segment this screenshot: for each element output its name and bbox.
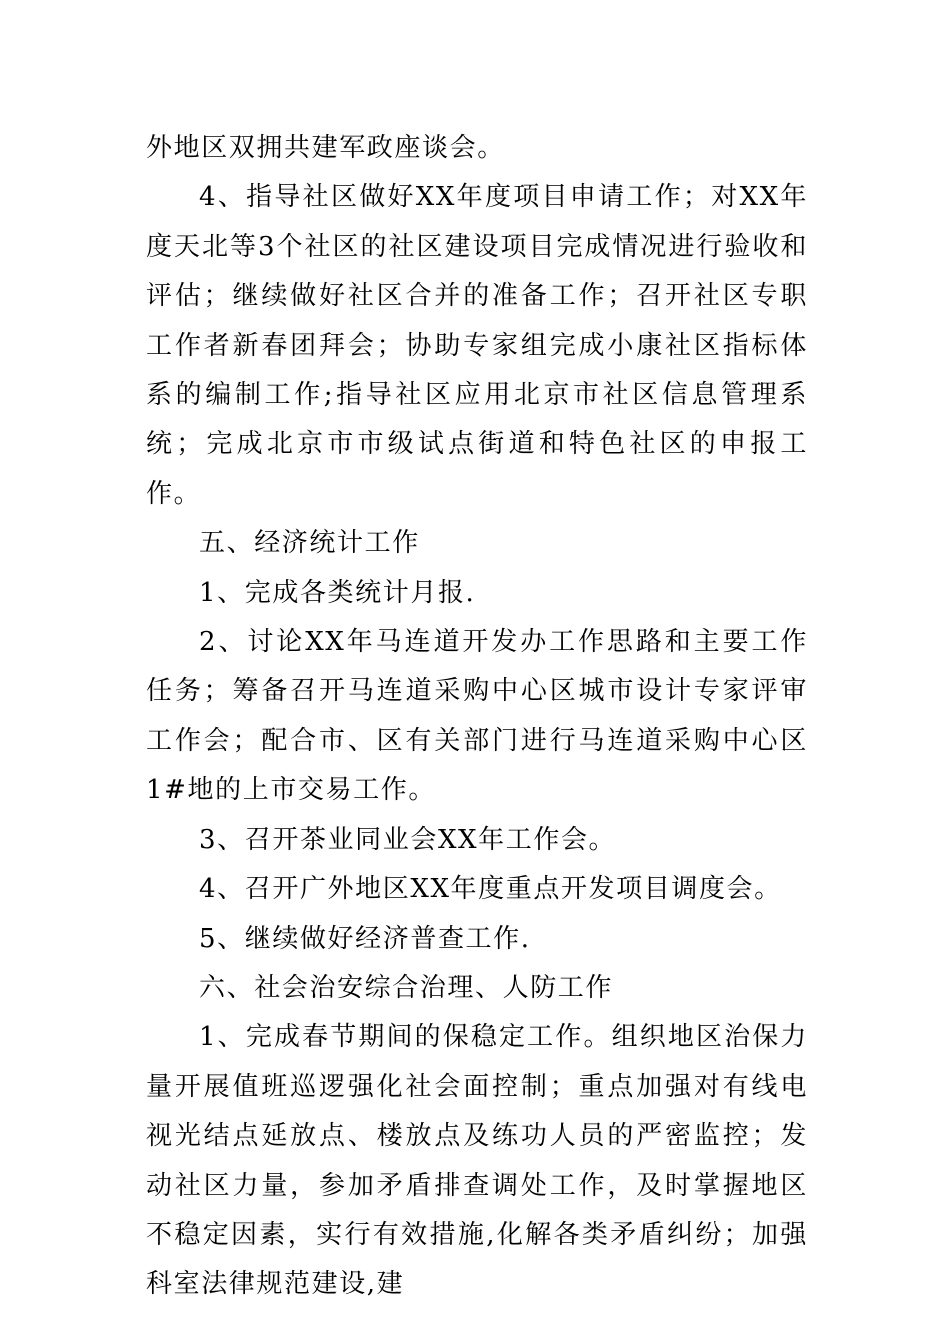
document-body <box>146 124 808 1310</box>
paragraph-item-1-stability: 1、完成春节期间的保稳定工作。组织地区治保力量开展值班巡逻强化社会面控制；重点加强对有线电视光结点延放点、楼放点及练功人员的严密监控；发动社区力量，参加矛盾排查调处工作，及时掌握地区不稳定因素，实行有效措施,化解各类矛盾纠纷；加强科室法律规范建设,建 <box>146 1022 808 1300</box>
paragraph-item-3-tea-industry: 3、召开茶业同业会XX年工作会。 <box>199 824 617 855</box>
section-heading-economic-statistics: 五、经济统计工作 <box>199 528 420 559</box>
section-heading-public-security: 六、社会治安综合治理、人防工作 <box>199 972 614 1003</box>
paragraph-item-2-maliandao: 2、讨论XX年马连道开发办工作思路和主要工作任务；筹备召开马连道采购中心区城市设计专家评审工作会；配合市、区有关部门进行马连道采购中心区1#地的上市交易工作。 <box>146 627 808 806</box>
paragraph-item-5-census: 5、继续做好经济普查工作. <box>199 923 531 954</box>
paragraph-item-1-statistics: 1、完成各类统计月报. <box>199 577 476 608</box>
paragraph-continuation: 外地区双拥共建军政座谈会。 <box>146 133 505 163</box>
paragraph-item-4-community: 4、指导社区做好XX年度项目申请工作；对XX年度天北等3个社区的社区建设项目完成情况进行验收和评估；继续做好社区合并的准备工作；召开社区专职工作者新春团拜会；协助专家组完成小康社区指标体系的编制工作;指导社区应用北京市社区信息管理系统；完成北京市市级试点街道和特色社区的申报工作。 <box>146 182 808 509</box>
paragraph-item-4-projects: 4、召开广外地区XX年度重点开发项目调度会。 <box>199 874 782 905</box>
